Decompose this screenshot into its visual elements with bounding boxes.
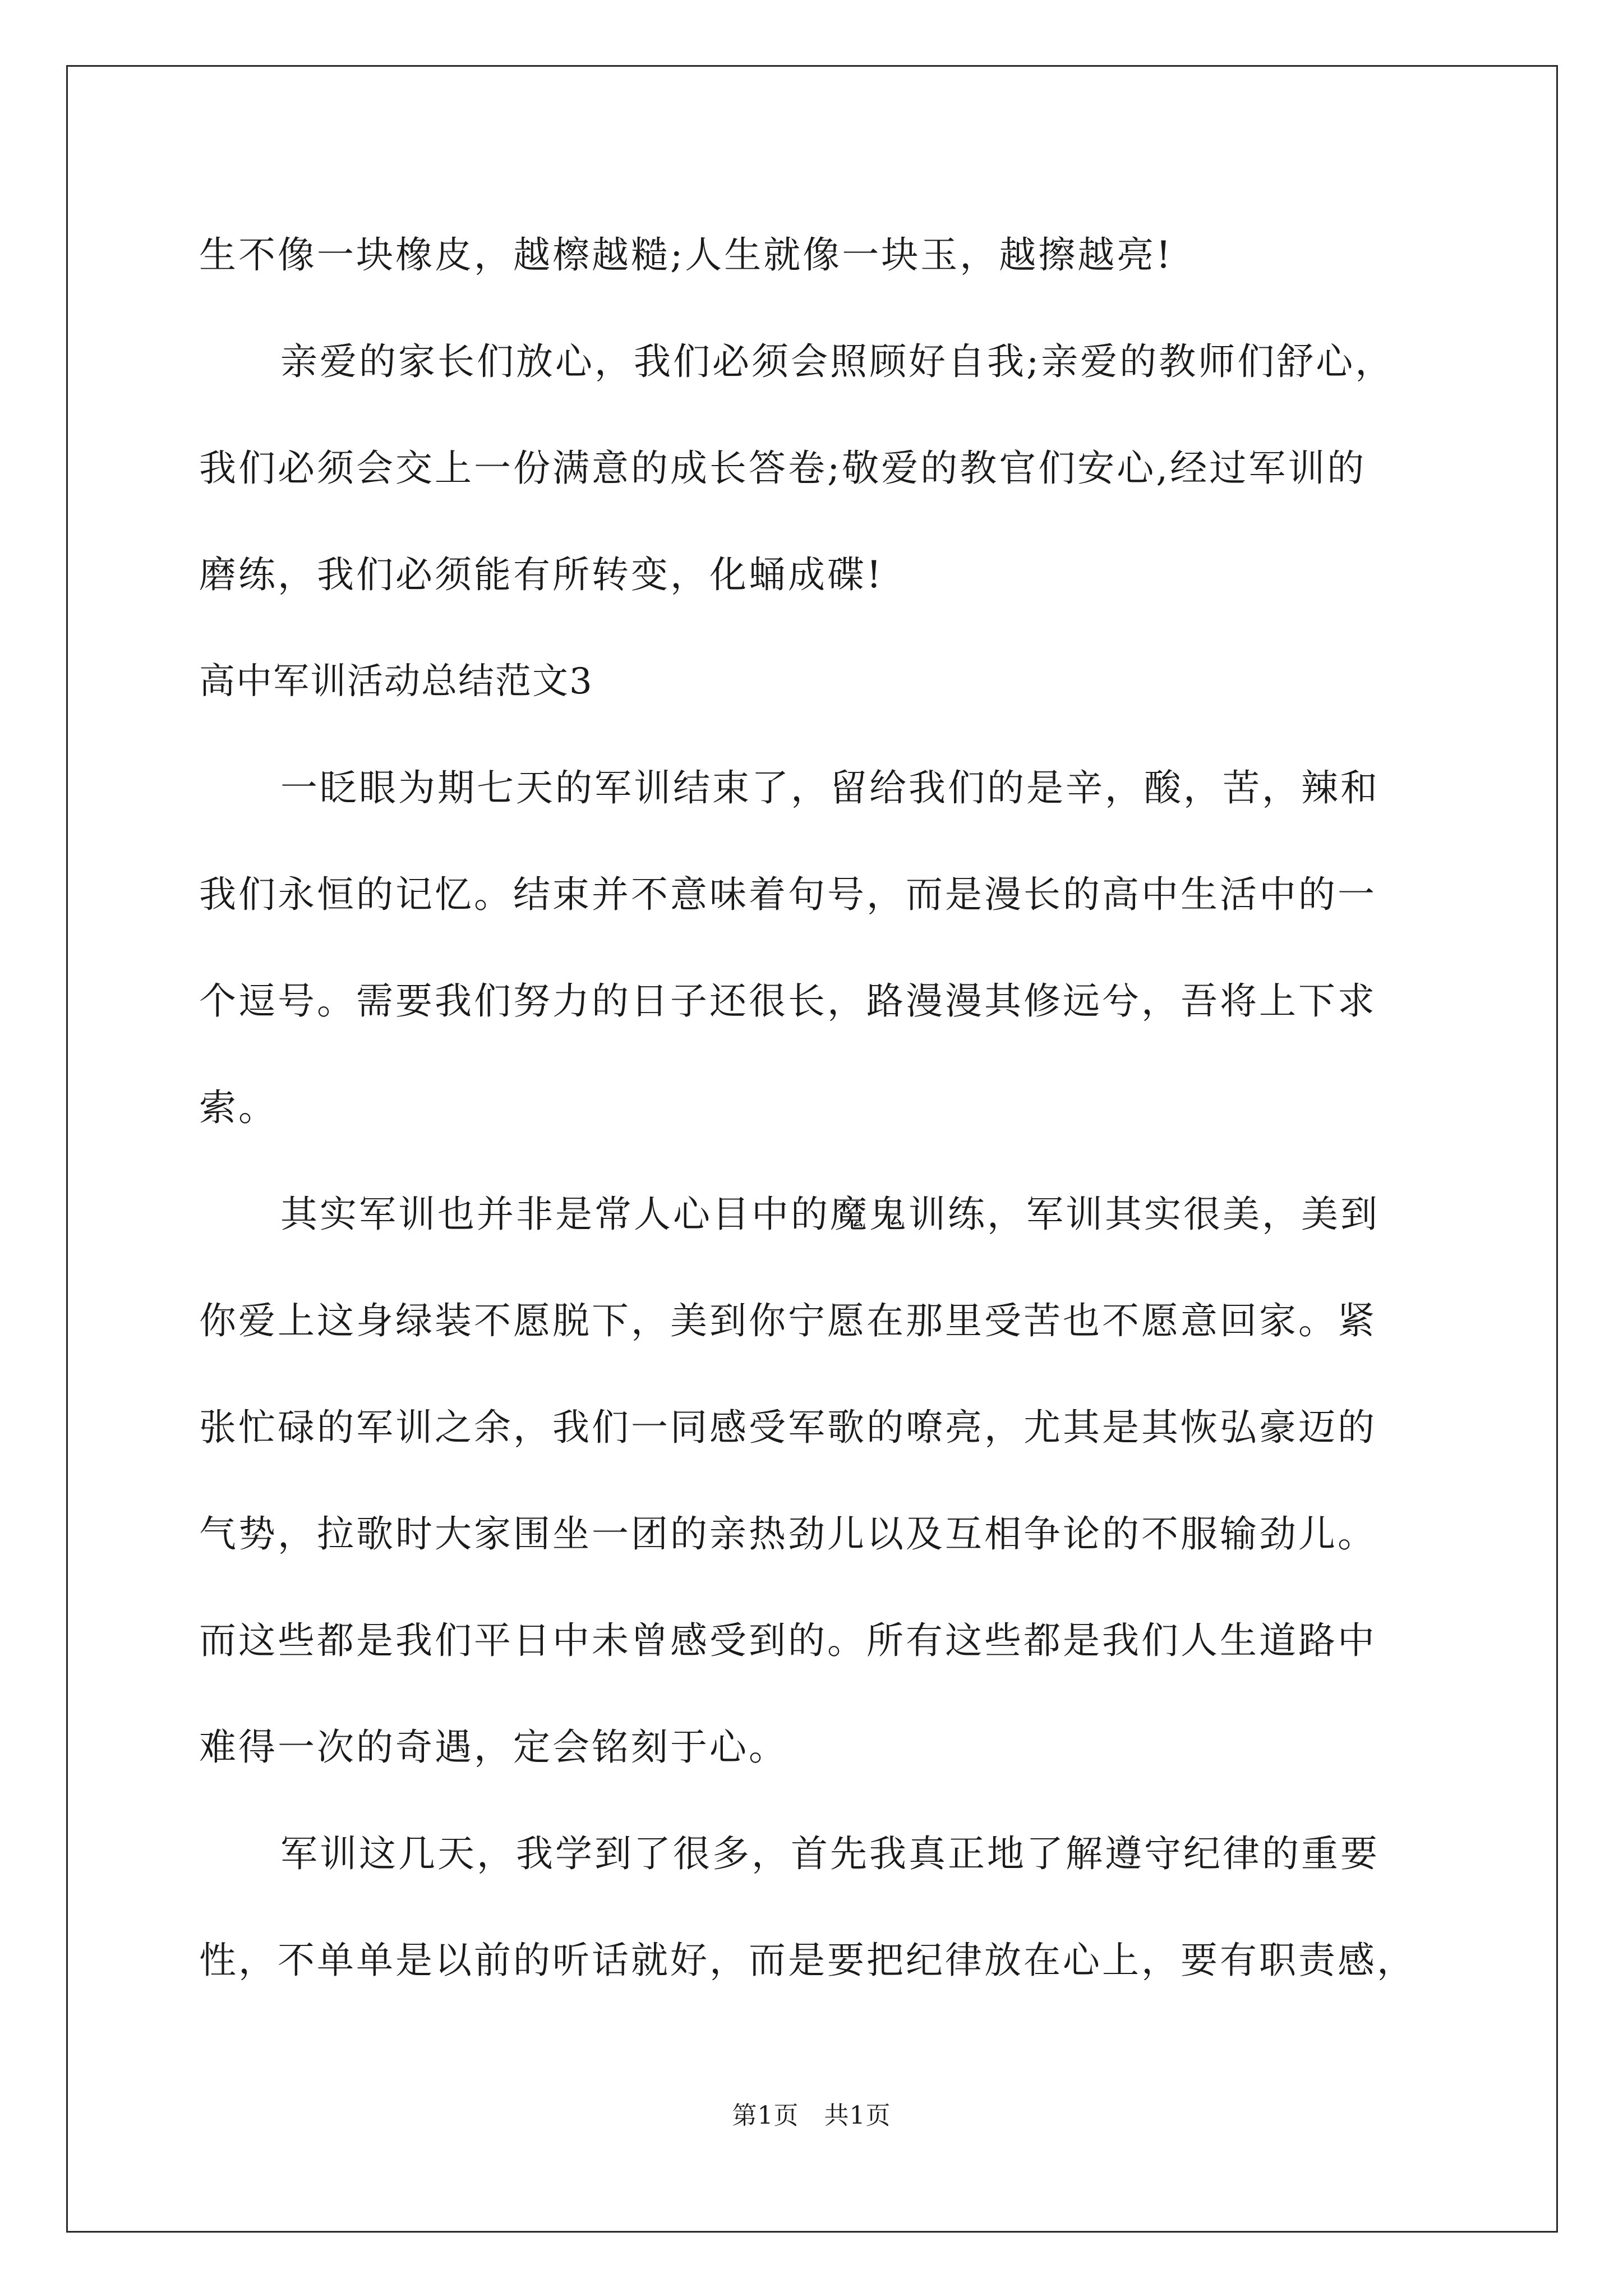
text-line: 性，不单单是以前的听话就好，而是要把纪律放在心上，要有职责感， [199, 1939, 1416, 1982]
text-line: 其实军训也并非是常人心目中的魔鬼训练，军训其实很美，美到 [280, 1193, 1380, 1236]
text-line: 张忙碌的军训之余，我们一同感受军歌的嘹亮，尤其是其恢弘豪迈的 [199, 1406, 1377, 1449]
text-line: 索。 [199, 1086, 278, 1129]
text-line: 我们永恒的记忆。结束并不意味着句号，而是漫长的高中生活中的一 [199, 873, 1377, 916]
text-line: 军训这几天，我学到了很多，首先我真正地了解遵守纪律的重要 [280, 1832, 1380, 1875]
text-line: 而这些都是我们平日中未曾感受到的。所有这些都是我们人生道路中 [199, 1619, 1377, 1662]
text-line: 你爱上这身绿装不愿脱下，美到你宁愿在那里受苦也不愿意回家。紧 [199, 1299, 1377, 1342]
text-line: 气势，拉歌时大家围坐一团的亲热劲儿以及互相争论的不服输劲儿。 [199, 1512, 1377, 1556]
document-body [199, 202, 1433, 2014]
text-line: 生不像一块橡皮，越檫越糙;人生就像一块玉，越擦越亮! [199, 233, 1173, 277]
text-line: 个逗号。需要我们努力的日子还很长，路漫漫其修远兮，吾将上下求 [199, 979, 1377, 1023]
text-line: 我们必须会交上一份满意的成长答卷;敬爱的教官们安心,经过军训的 [199, 447, 1367, 490]
page-number-footer: 第1页 共1页 [732, 2101, 891, 2130]
text-line: 亲爱的家长们放心，我们必须会照顾好自我;亲爱的教师们舒心， [280, 340, 1395, 383]
section-heading: 高中军训活动总结范文3 [199, 661, 593, 702]
text-line: 一眨眼为期七天的军训结束了，留给我们的是辛，酸，苦，辣和 [280, 766, 1380, 809]
text-line: 磨练，我们必须能有所转变，化蛹成碟! [199, 553, 884, 596]
text-line: 难得一次的奇遇，定会铭刻于心。 [199, 1726, 788, 1769]
